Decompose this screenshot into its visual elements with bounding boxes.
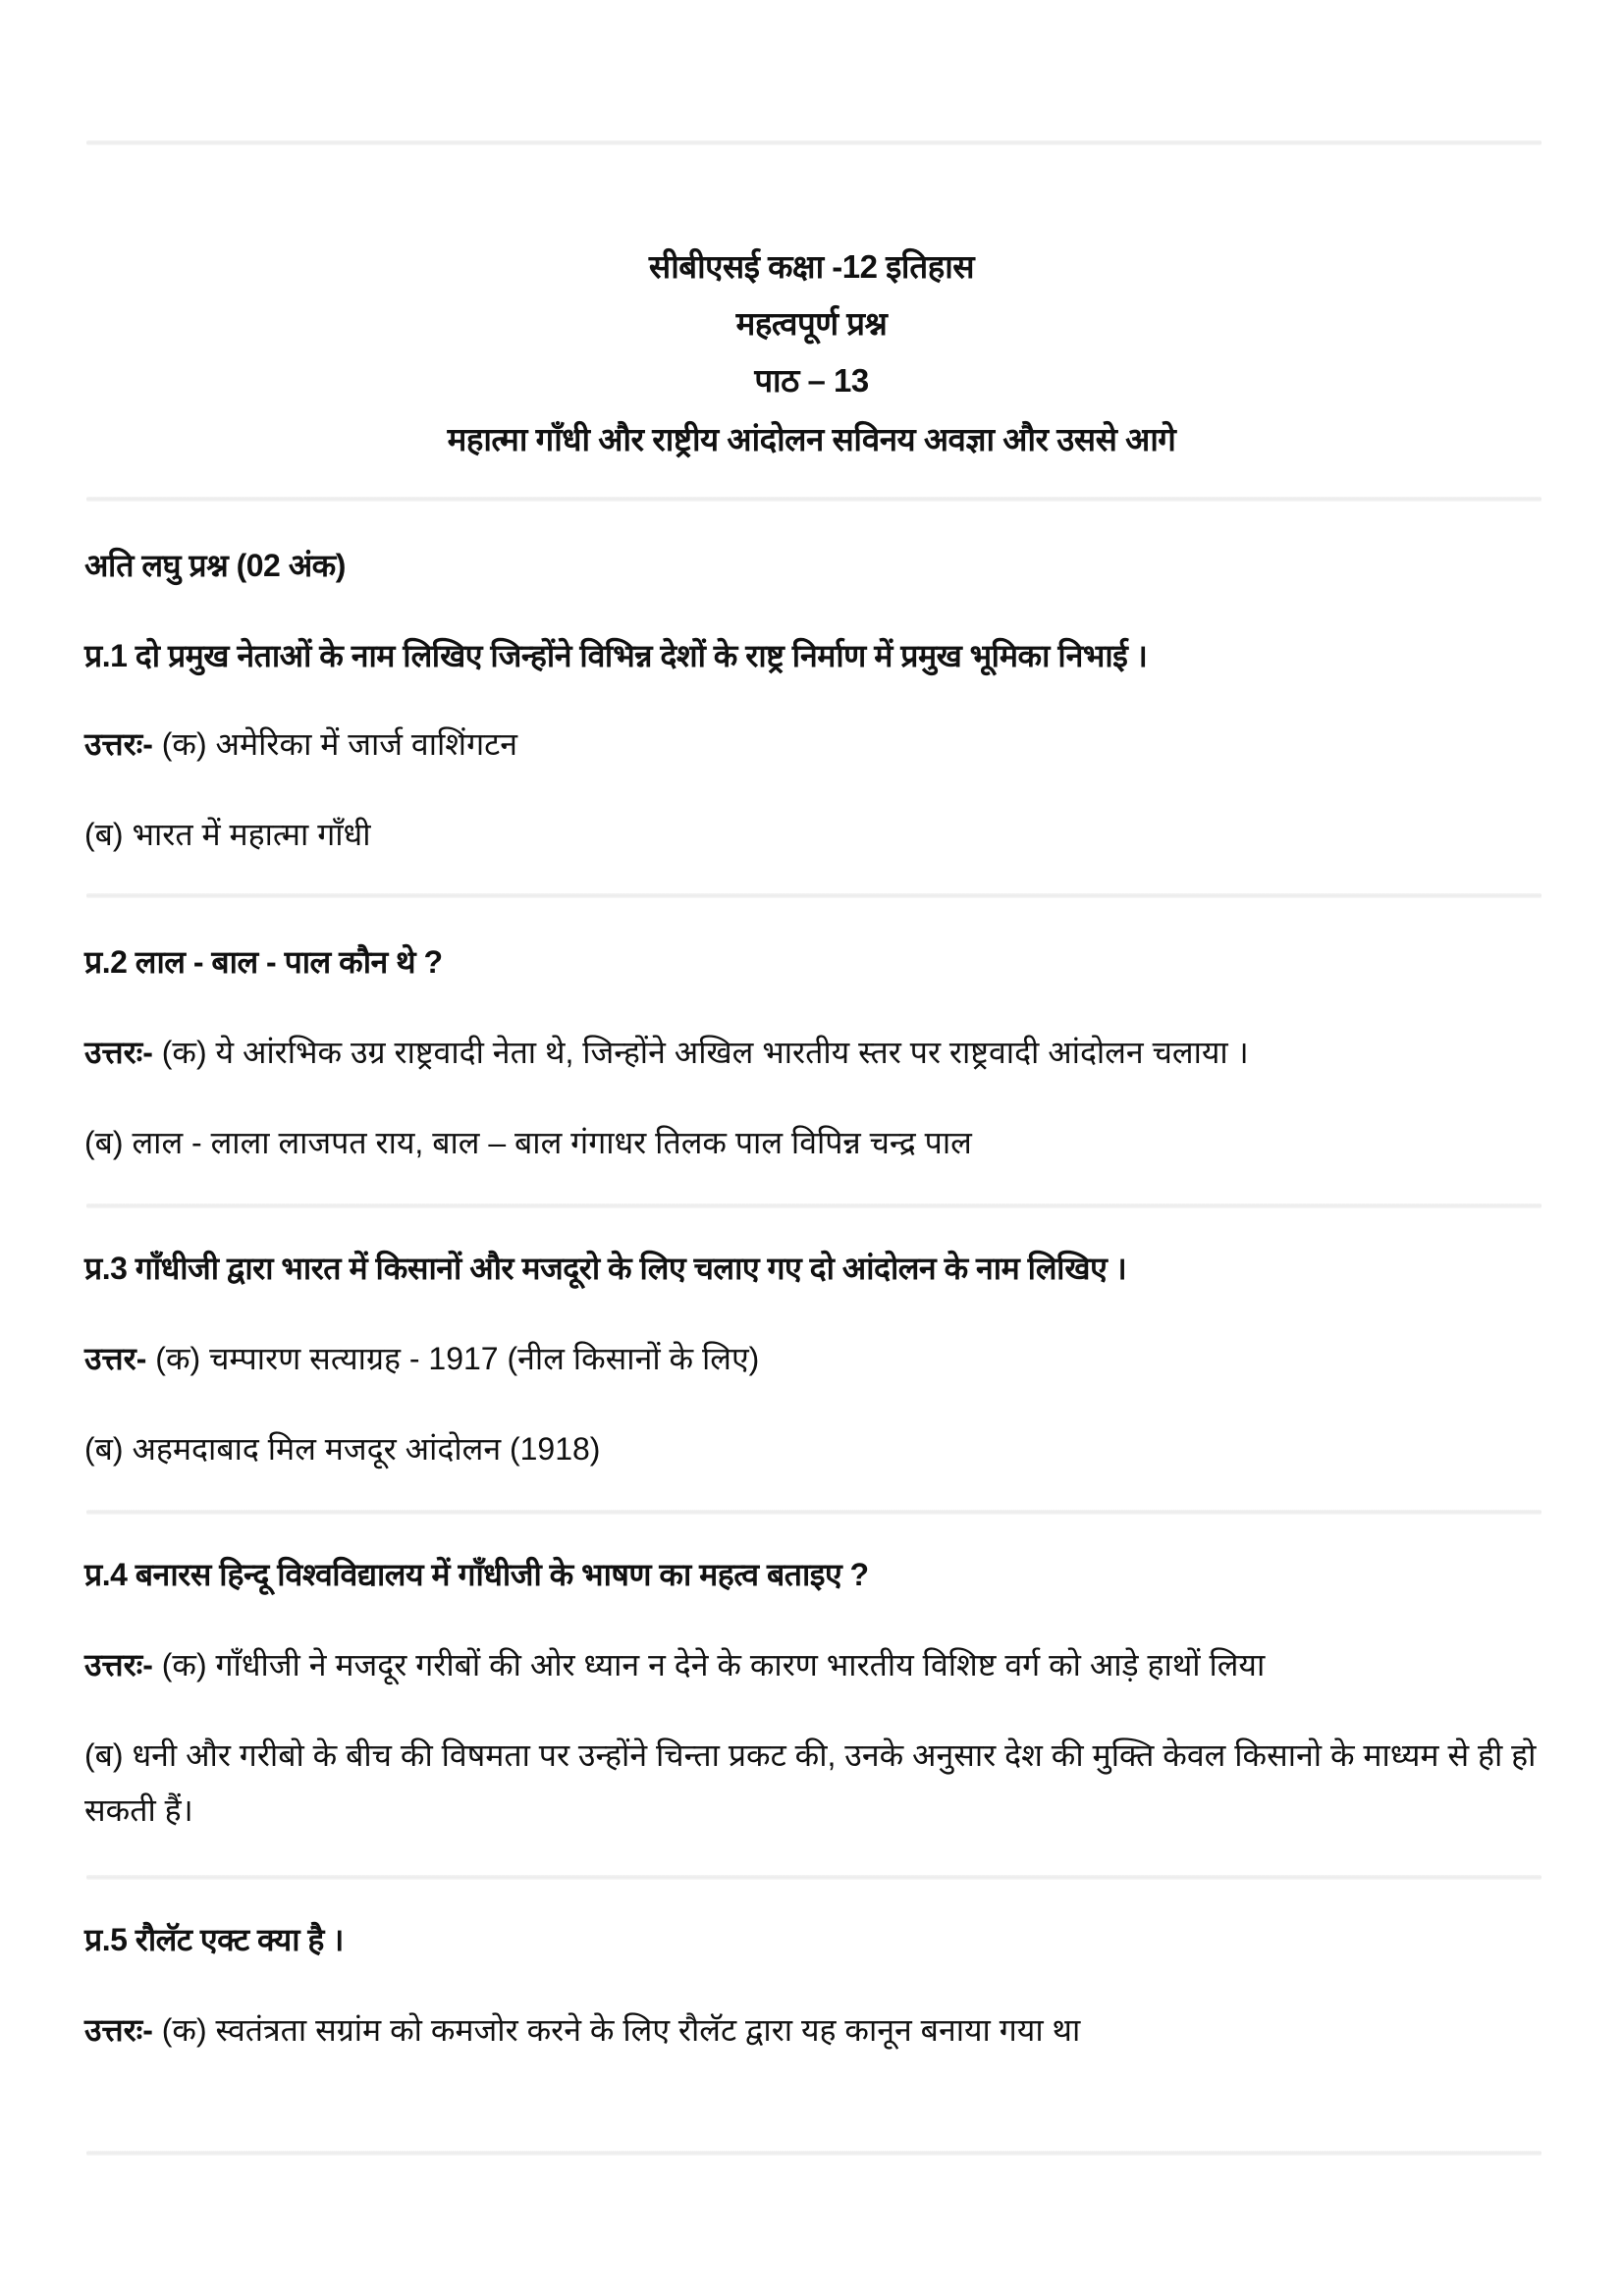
answer-label: उत्तरः- bbox=[84, 1035, 153, 1070]
section-title: अति लघु प्रश्न (02 अंक) bbox=[84, 548, 346, 583]
answer-label: उत्तर- bbox=[84, 1341, 147, 1376]
answer-b: (ब) धनी और गरीबो के बीच की विषमता पर उन्होंने चिन्ता प्रकट की, उनके अनुसार देश की मुक्ति केवल किसानो के माध्यम से ही हो सकती हैं। bbox=[84, 1737, 1537, 1828]
answer-b: (ब) लाल - लाला लाजपत राय, बाल – बाल गंगाधर तिलक पाल विपिन्न चन्द्र पाल bbox=[84, 1125, 972, 1160]
answer-b: (ब) अहमदाबाद मिल मजदूर आंदोलन (1918) bbox=[84, 1431, 601, 1467]
answer-a bbox=[84, 1637, 1544, 1692]
header-important-questions: महत्वपूर्ण प्रश्न bbox=[735, 305, 888, 342]
answer-a bbox=[84, 1025, 1544, 1080]
answer-label: उत्तरः- bbox=[84, 2012, 153, 2048]
divider-q1 bbox=[86, 893, 1542, 898]
divider-q3 bbox=[86, 1510, 1542, 1515]
header-board-class-subject: सीबीएसई कक्षा -12 इतिहास bbox=[648, 248, 975, 285]
answer-label: उत्तरः- bbox=[84, 1647, 153, 1682]
header-chapter-number: पाठ – 13 bbox=[754, 362, 869, 399]
answer-a-text: (क) गाँधीजी ने मजदूर गरीबों की ओर ध्यान न देने के कारण भारतीय विशिष्ट वर्ग को आड़े हाथों लिया bbox=[152, 1647, 1266, 1682]
answer-a-text: (क) ये आंरभिक उग्र राष्ट्रवादी नेता थे, जिन्होंने अखिल भारतीय स्तर पर राष्ट्रवादी आंदोलन चलाया । bbox=[152, 1035, 1249, 1070]
answer-a-text: (क) स्वतंत्रता सग्रांम को कमजोर करने के लिए रौलॅट द्वारा यह कानून बनाया गया था bbox=[152, 2012, 1081, 2048]
answer-a-text: (क) चम्पारण सत्याग्रह - 1917 (नील किसानों के लिए) bbox=[146, 1341, 760, 1376]
divider-header bbox=[86, 497, 1542, 502]
question-text: प्र.1 दो प्रमुख नेताओं के नाम लिखिए जिन्होंने विभिन्न देशों के राष्ट्र निर्माण में प्रमुख भूमिका निभाई । bbox=[84, 638, 1148, 673]
answer-a bbox=[84, 2002, 1544, 2057]
divider-q4 bbox=[86, 1875, 1542, 1880]
question-text: प्र.5 रौलॅट एक्ट क्या है । bbox=[84, 1922, 344, 1957]
question-text: प्र.3 गाँधीजी द्वारा भारत में किसानों और मजदूरो के लिए चलाए गए दो आंदोलन के नाम लिखिए । bbox=[84, 1251, 1127, 1286]
question-text: प्र.4 बनारस हिन्दू विश्वविद्यालय में गाँधीजी के भाषण का महत्व बताइए ? bbox=[84, 1557, 869, 1592]
divider-q2 bbox=[86, 1203, 1542, 1208]
question-text: प्र.2 लाल - बाल - पाल कौन थे ? bbox=[84, 944, 443, 980]
divider-top bbox=[86, 140, 1542, 145]
answer-label: उत्तरः- bbox=[84, 726, 153, 762]
answer-a-text: (क) अमेरिका में जार्ज वाशिंगटन bbox=[152, 726, 517, 762]
answer-b: (ब) भारत में महात्मा गाँधी bbox=[84, 817, 371, 852]
header-chapter-title: महात्मा गाँधी और राष्ट्रीय आंदोलन सविनय अवज्ञा और उससे आगे bbox=[447, 421, 1176, 457]
answer-a bbox=[84, 717, 1544, 772]
answer-a bbox=[84, 1331, 1544, 1386]
divider-bottom bbox=[86, 2151, 1542, 2156]
